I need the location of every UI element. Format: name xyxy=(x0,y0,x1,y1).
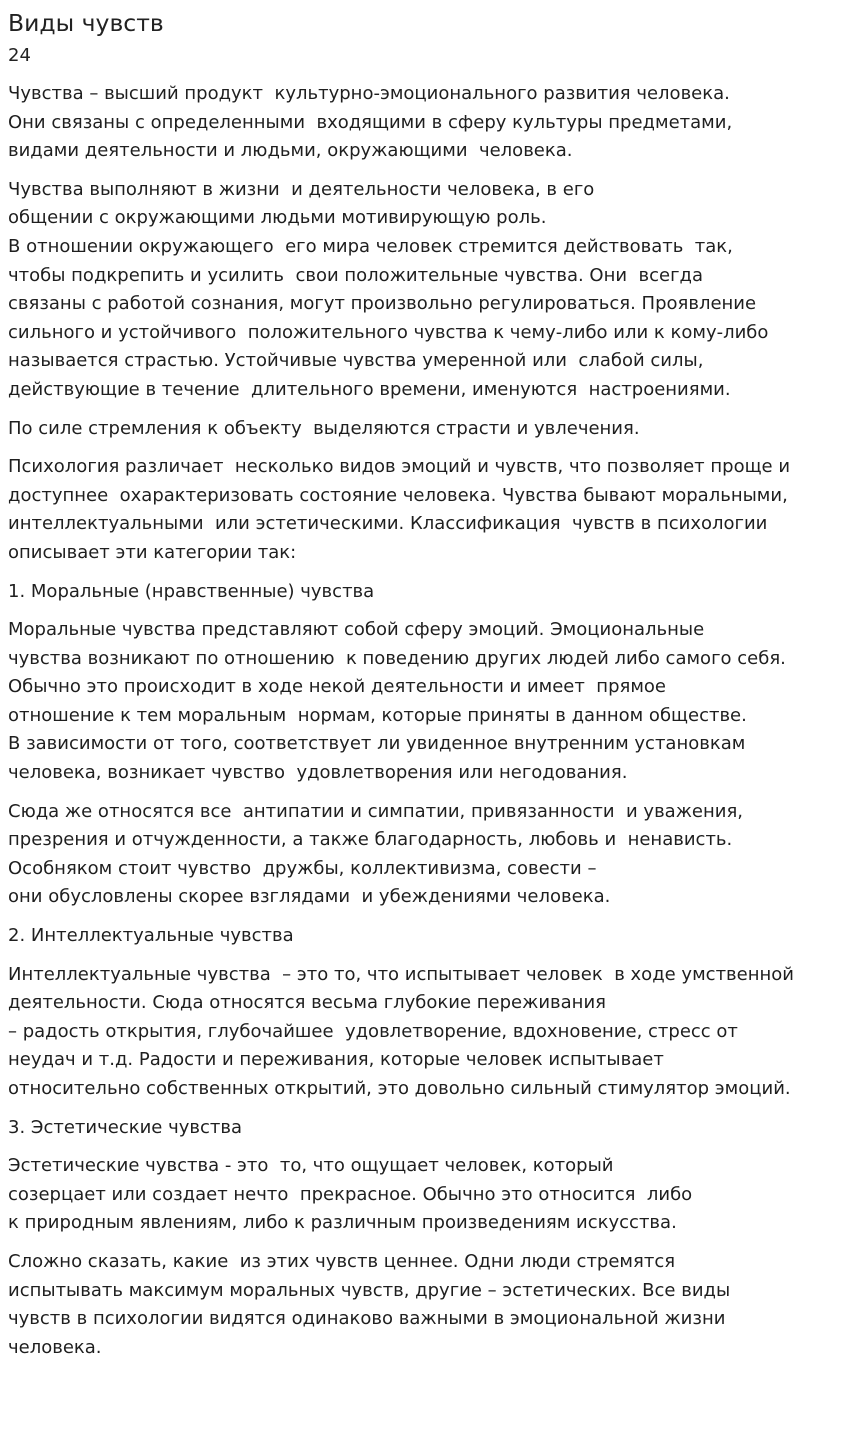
paragraph-line: чтобы подкрепить и усилить свои положительные чувства. Они всегда xyxy=(8,264,704,286)
paragraph-line: к природным явлениям, либо к различным произведениям искусства. xyxy=(8,1212,677,1234)
paragraph xyxy=(8,1248,839,1362)
paragraph-line: Сложно сказать, какие из этих чувств ценнее. Одни люди стремятся xyxy=(8,1250,676,1272)
paragraph-line: связаны с работой сознания, могут произвольно регулироваться. Проявление xyxy=(8,293,757,315)
paragraph xyxy=(8,176,839,405)
paragraph-line: описывает эти категории так: xyxy=(8,541,297,563)
paragraph xyxy=(8,1152,839,1238)
paragraph-line: презрения и отчужденности, а также благодарность, любовь и ненависть. xyxy=(8,829,733,851)
section-heading: 3. Эстетические чувства xyxy=(8,1116,242,1138)
paragraph-line: доступнее охарактеризовать состояние человека. Чувства бывают моральными, xyxy=(8,484,788,506)
page-number: 24 xyxy=(8,45,31,66)
paragraph-line: неудач и т.д. Радости и переживания, которые человек испытывает xyxy=(8,1049,664,1071)
paragraph-line: деятельности. Сюда относятся весьма глубокие переживания xyxy=(8,992,606,1014)
paragraph-line: По силе стремления к объекту выделяются страсти и увлечения. xyxy=(8,417,640,439)
paragraph-line: Эстетические чувства - это то, что ощущает человек, который xyxy=(8,1155,614,1177)
paragraph-line: – радость открытия, глубочайшее удовлетворение, вдохновение, стресс от xyxy=(8,1020,738,1042)
paragraph xyxy=(8,961,839,1104)
paragraph-line: сильного и устойчивого положительного чувства к чему-либо или к кому-либо xyxy=(8,321,769,343)
page-title: Виды чувств xyxy=(8,9,164,37)
paragraph-line: Моральные чувства представляют собой сферу эмоций. Эмоциональные xyxy=(8,619,705,641)
paragraph-line: Интеллектуальные чувства – это то, что испытывает человек в ходе умственной xyxy=(8,963,794,985)
paragraph-line: чувства возникают по отношению к поведению других людей либо самого себя. xyxy=(8,647,786,669)
paragraph xyxy=(8,616,839,788)
paragraph-line: В отношении окружающего его мира человек стремится действовать так, xyxy=(8,235,733,257)
paragraph xyxy=(8,798,839,912)
paragraph-line: отношение к тем моральным нормам, которые приняты в данном обществе. xyxy=(8,704,747,726)
paragraph-line: Чувства выполняют в жизни и деятельности человека, в его xyxy=(8,178,595,200)
paragraph-line: В зависимости от того, соответствует ли увиденное внутренним установкам xyxy=(8,733,746,755)
paragraph-line: Психология различает несколько видов эмоций и чувств, что позволяет проще и xyxy=(8,456,791,478)
paragraph-line: человека, возникает чувство удовлетворения или негодования. xyxy=(8,762,628,784)
paragraph xyxy=(8,453,839,567)
paragraph-line: человека. xyxy=(8,1336,102,1358)
paragraph xyxy=(8,80,839,166)
paragraph-line: испытывать максимум моральных чувств, другие – эстетических. Все виды xyxy=(8,1279,731,1301)
section-heading: 1. Моральные (нравственные) чувства xyxy=(8,580,375,602)
paragraph-line: чувств в психологии видятся одинаково важными в эмоциональной жизни xyxy=(8,1308,726,1330)
paragraph-line: общении с окружающими людьми мотивирующую роль. xyxy=(8,207,547,229)
document-body xyxy=(8,80,839,1362)
paragraph-line: Сюда же относятся все антипатии и симпатии, привязанности и уважения, xyxy=(8,800,744,822)
paragraph xyxy=(8,415,839,444)
paragraph-line: Чувства – высший продукт культурно-эмоционального развития человека. xyxy=(8,83,730,104)
paragraph-line: Обычно это происходит в ходе некой деятельности и имеет прямое xyxy=(8,676,666,698)
paragraph-line: Они связаны с определенными входящими в сферу культуры предметами, xyxy=(8,111,733,133)
paragraph-line: действующие в течение длительного времени, именуются настроениями. xyxy=(8,378,731,400)
paragraph-line: интеллектуальными или эстетическими. Классификация чувств в психологии xyxy=(8,513,768,535)
paragraph-line: относительно собственных открытий, это довольно сильный стимулятор эмоций. xyxy=(8,1078,791,1099)
paragraph-line: Особняком стоит чувство дружбы, коллективизма, совести – xyxy=(8,857,597,879)
paragraph-line: они обусловлены скорее взглядами и убеждениями человека. xyxy=(8,886,611,908)
section-heading: 2. Интеллектуальные чувства xyxy=(8,925,294,947)
paragraph-line: видами деятельности и людьми, окружающими человека. xyxy=(8,140,573,162)
paragraph-line: называется страстью. Устойчивые чувства умеренной или слабой силы, xyxy=(8,350,704,372)
paragraph-line: созерцает или создает нечто прекрасное. Обычно это относится либо xyxy=(8,1183,693,1205)
